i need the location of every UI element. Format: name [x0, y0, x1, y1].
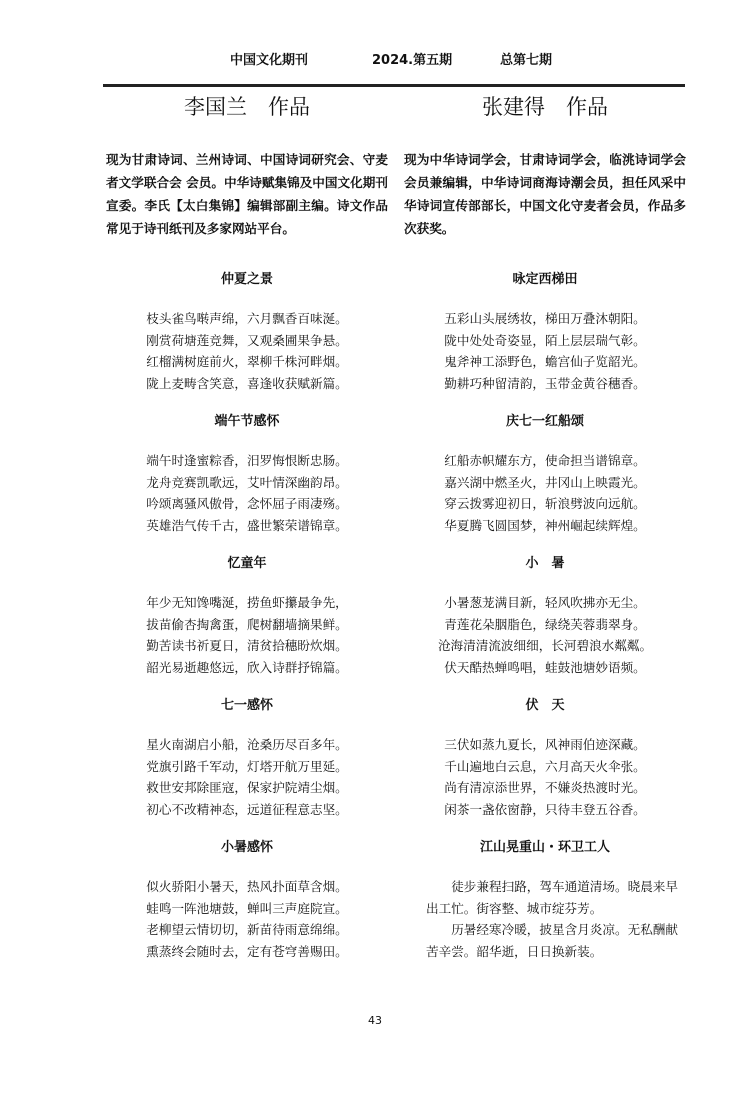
poem-line: 吟颂离骚风傲骨，念怀屈子雨凄殇。 [146, 496, 348, 512]
poem [404, 838, 686, 962]
poem [106, 270, 388, 394]
poem-line: 熏蒸终会随时去，定有苍穹善赐田。 [146, 943, 348, 959]
poem-title: 江山晃重山・环卫工人 [479, 840, 610, 855]
poem-title: 庆七一红船颂 [505, 414, 584, 429]
page-header [0, 49, 750, 69]
poem-line: 救世安邦除匪寇，保家护院靖尘烟。 [146, 780, 348, 796]
poem-title: 小 暑 [525, 556, 565, 571]
poem-line: 勤苦读书祈夏日，清贫拾穗盼炊烟。 [146, 638, 348, 654]
poem-line: 似火骄阳小暑天，热风扑面草含烟。 [146, 879, 348, 894]
header-rule [103, 84, 685, 87]
poem-prose: 徒步兼程扫路，驾车通道清场。晓晨来早出工忙。街容整、城市绽芬芳。 [426, 879, 678, 916]
poem-line: 龙舟竞赛凯歌远，艾叶情深幽韵昂。 [146, 474, 348, 490]
right-column [404, 92, 686, 959]
left-author-title: 李国兰 作品 [184, 95, 310, 119]
poem [106, 554, 388, 678]
page-number: 43 [368, 1014, 382, 1027]
poem-line: 红船赤帜耀东方，使命担当谱锦章。 [444, 453, 646, 468]
poem [404, 270, 686, 394]
poem-line: 拔苗偷杏掏禽蛋，爬树翻墙摘果鲜。 [146, 616, 348, 632]
poem-line: 英雄浩气传千古，盛世繁荣谱锦章。 [146, 517, 348, 533]
poem-title: 忆童年 [227, 556, 267, 571]
poem-line: 枝头雀鸟啭声绵，六月飘香百味涎。 [146, 311, 348, 326]
poem [106, 696, 388, 820]
poem-line: 穿云拨雾迎初日，斩浪劈波向远航。 [444, 496, 646, 512]
poem-line: 陇中处处奇姿显，陌上层层瑞气彰。 [444, 332, 646, 348]
issue-label: 2024.第五期 [372, 53, 453, 68]
poem-prose: 历暑经寒冷暖，披星含月炎凉。无私酬献苦辛尝。韶华逝，日日换新装。 [426, 922, 678, 959]
poem-title: 七一感怀 [220, 698, 273, 713]
poem-line: 端午时逢蜜粽香，汨罗悔恨断忠肠。 [146, 453, 348, 468]
poem-line: 勤耕巧种留清韵，玉带金黄谷穗香。 [444, 375, 646, 391]
total-issue-label: 总第七期 [500, 53, 553, 68]
poem-line: 初心不改精神态，远道征程意志坚。 [146, 801, 348, 817]
right-author-bio: 现为中华诗词学会，甘肃诗词学会，临洮诗词学会会员兼编辑，中华诗词商海诗潮会员，担任风采中华诗词宣传部部长，中国文化守麦者会员，作品多次获奖。 [404, 152, 686, 236]
poem [106, 412, 388, 536]
left-column [106, 92, 388, 959]
poem [106, 838, 388, 962]
poem-line: 年少无知馋嘴涎，捞鱼虾攥最争先， [146, 595, 348, 610]
poem-title: 仲夏之景 [220, 272, 273, 287]
poem-line: 小暑葱茏满目新，轻风吹拂亦无尘。 [444, 595, 646, 610]
poem-title: 端午节感怀 [214, 414, 280, 429]
poem-line: 党旗引路千军动，灯塔开航万里延。 [146, 758, 348, 774]
poem [404, 412, 686, 536]
poem-line: 蛙鸣一阵池塘鼓，蝉叫三声庭院宣。 [146, 900, 348, 916]
journal-name: 中国文化期刊 [230, 53, 309, 68]
poem-line: 尚有清凉添世界，不嫌炎热渡时光。 [444, 780, 646, 796]
poem [404, 696, 686, 820]
poem-title: 小暑感怀 [220, 840, 273, 855]
poem-line: 星火南湖启小船，沧桑历尽百多年。 [146, 737, 348, 752]
poem-line: 五彩山头展绣妆，梯田万叠沐朝阳。 [444, 311, 646, 326]
poem-line: 闲茶一盏依窗静，只待丰登五谷香。 [444, 801, 646, 817]
poem-line: 华夏腾飞圆国梦，神州崛起续辉煌。 [444, 517, 646, 533]
poem-line: 韶光易逝趣悠远，欣入诗群抒锦篇。 [146, 659, 348, 675]
poem [404, 554, 686, 678]
poem-line: 嘉兴湖中燃圣火，井冈山上映霞光。 [444, 474, 646, 490]
poem-line: 鬼斧神工添野色，蟾宫仙子览韶光。 [444, 354, 646, 370]
poem-line: 红榴满树庭前火，翠柳千株河畔烟。 [146, 354, 348, 370]
poem-line: 老柳望云情切切，新苗待雨意绵绵。 [146, 922, 348, 938]
poem-line: 三伏如蒸九夏长，风神雨伯迹深藏。 [444, 737, 646, 752]
right-author-title: 张建得 作品 [482, 95, 608, 119]
poem-line: 陇上麦畴含笑意，喜逢收获赋新篇。 [146, 375, 348, 391]
poem-line: 沧海清清流波细细，长河碧浪水粼粼。 [437, 638, 653, 654]
poem-line: 青莲花朵胭脂色，绿绕芙蓉翡翠身。 [444, 616, 646, 632]
left-author-bio: 现为甘肃诗词、兰州诗词、中国诗词研究会、守麦者文学联合会 会员。中华诗赋集锦及中国文化期刊宣委。李氏【太白集锦】编辑部副主编。诗文作品常见于诗刊纸刊及多家网站平台。 [106, 152, 388, 236]
poem-title: 伏 天 [525, 698, 565, 713]
poem-line: 伏天酷热蝉鸣唱，蛙鼓池塘妙语频。 [444, 659, 646, 675]
poem-title: 咏定西梯田 [512, 272, 578, 287]
poem-line: 刚赏荷塘莲竞舞，又观桑圃果争悬。 [146, 332, 348, 348]
poem-line: 千山遍地白云息，六月高天火伞张。 [444, 758, 646, 774]
